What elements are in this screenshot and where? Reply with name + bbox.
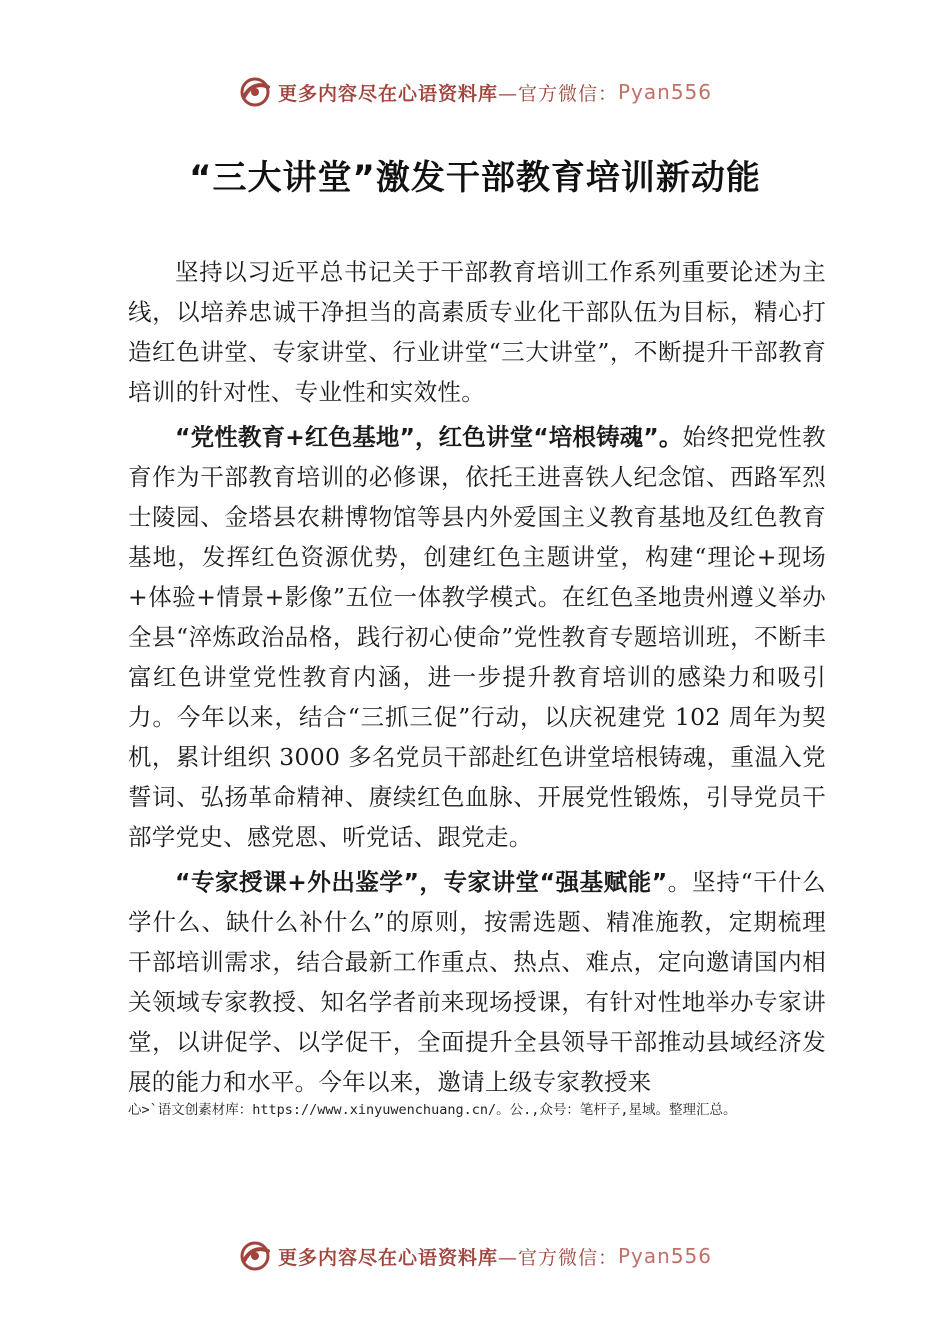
brush-seal-logo-icon (238, 1239, 272, 1273)
banner-text-main: 更多内容尽在心语资料库 (277, 1246, 498, 1269)
paragraph-lead: “专家授课+外出鉴学”，专家讲堂“强基赋能” (175, 868, 668, 896)
document-title: “三大讲堂”激发干部教育培训新动能 (189, 158, 761, 198)
paragraph-text: 始终把党性教育作为干部教育培训的必修课，依托王进喜铁人纪念馆、西路军烈士陵园、金塔县农耕博物馆等县内外爱国主义教育基地及红色教育基地，发挥红色资源优势，创建红色主题讲堂，构建“理论+现场+体验+情景+影像”五位一体教学模式。在红色圣地贵州遵义举办全县“淬炼政治品格，践行初心使命”党性教育专题培训班，不断丰富红色讲堂党性教育内涵，进一步提升教育培训的感染力和吸引力。今年以来，结合“三抓三促”行动，以庆祝建党 102 周年为契机，累计组织 3000 多名党员干部赴红色讲堂培根铸魂，重温入党誓词、弘扬革命精神、赓续红色血脉、开展党性锻炼，引导党员干部学党史、感党恩、听党话、跟党走。 (128, 423, 826, 851)
document-body (128, 252, 826, 1107)
header-banner (0, 72, 950, 112)
paragraph-intro (128, 252, 826, 412)
paragraph-lead: “党性教育+红色基地”，红色讲堂“培根铸魂”。 (175, 423, 683, 451)
footer-banner (0, 1236, 950, 1276)
banner-text-wechat-label: —官方微信： (497, 1246, 618, 1269)
banner-text-wechat-label: —官方微信： (497, 82, 618, 105)
banner-text-wechat-id: Pyan556 (618, 80, 713, 104)
paragraph-text: 。坚持“干什么学什么、缺什么补什么”的原则，按需选题、精准施教，定期梳理干部培训需求，结合最新工作重点、热点、难点，定向邀请国内相关领域专家教授、知名学者前来现场授课，有针对性地举办专家讲堂，以讲促学、以学促干，全面提升全县领导干部推动县域经济发展的能力和水平。今年以来，邀请上级专家教授来 (128, 868, 826, 1096)
brush-seal-logo-icon (238, 75, 272, 109)
paragraph-text: 坚持以习近平总书记关于干部教育培训工作系列重要论述为主线，以培养忠诚干净担当的高素质专业化干部队伍为目标，精心打造红色讲堂、专家讲堂、行业讲堂“三大讲堂”，不断提升干部教育培训的针对性、专业性和实效性。 (128, 258, 826, 406)
source-footnote: 心>`语文创素材库：https://www.xinyuwenchuang.cn/。公.,众号：笔杆子,星域。整理汇总。 (128, 1102, 737, 1118)
paragraph-expert-lecture (128, 862, 826, 1102)
banner-text-wechat-id: Pyan556 (618, 1244, 713, 1268)
paragraph-red-lecture (128, 417, 826, 857)
banner-text-main: 更多内容尽在心语资料库 (277, 82, 498, 105)
